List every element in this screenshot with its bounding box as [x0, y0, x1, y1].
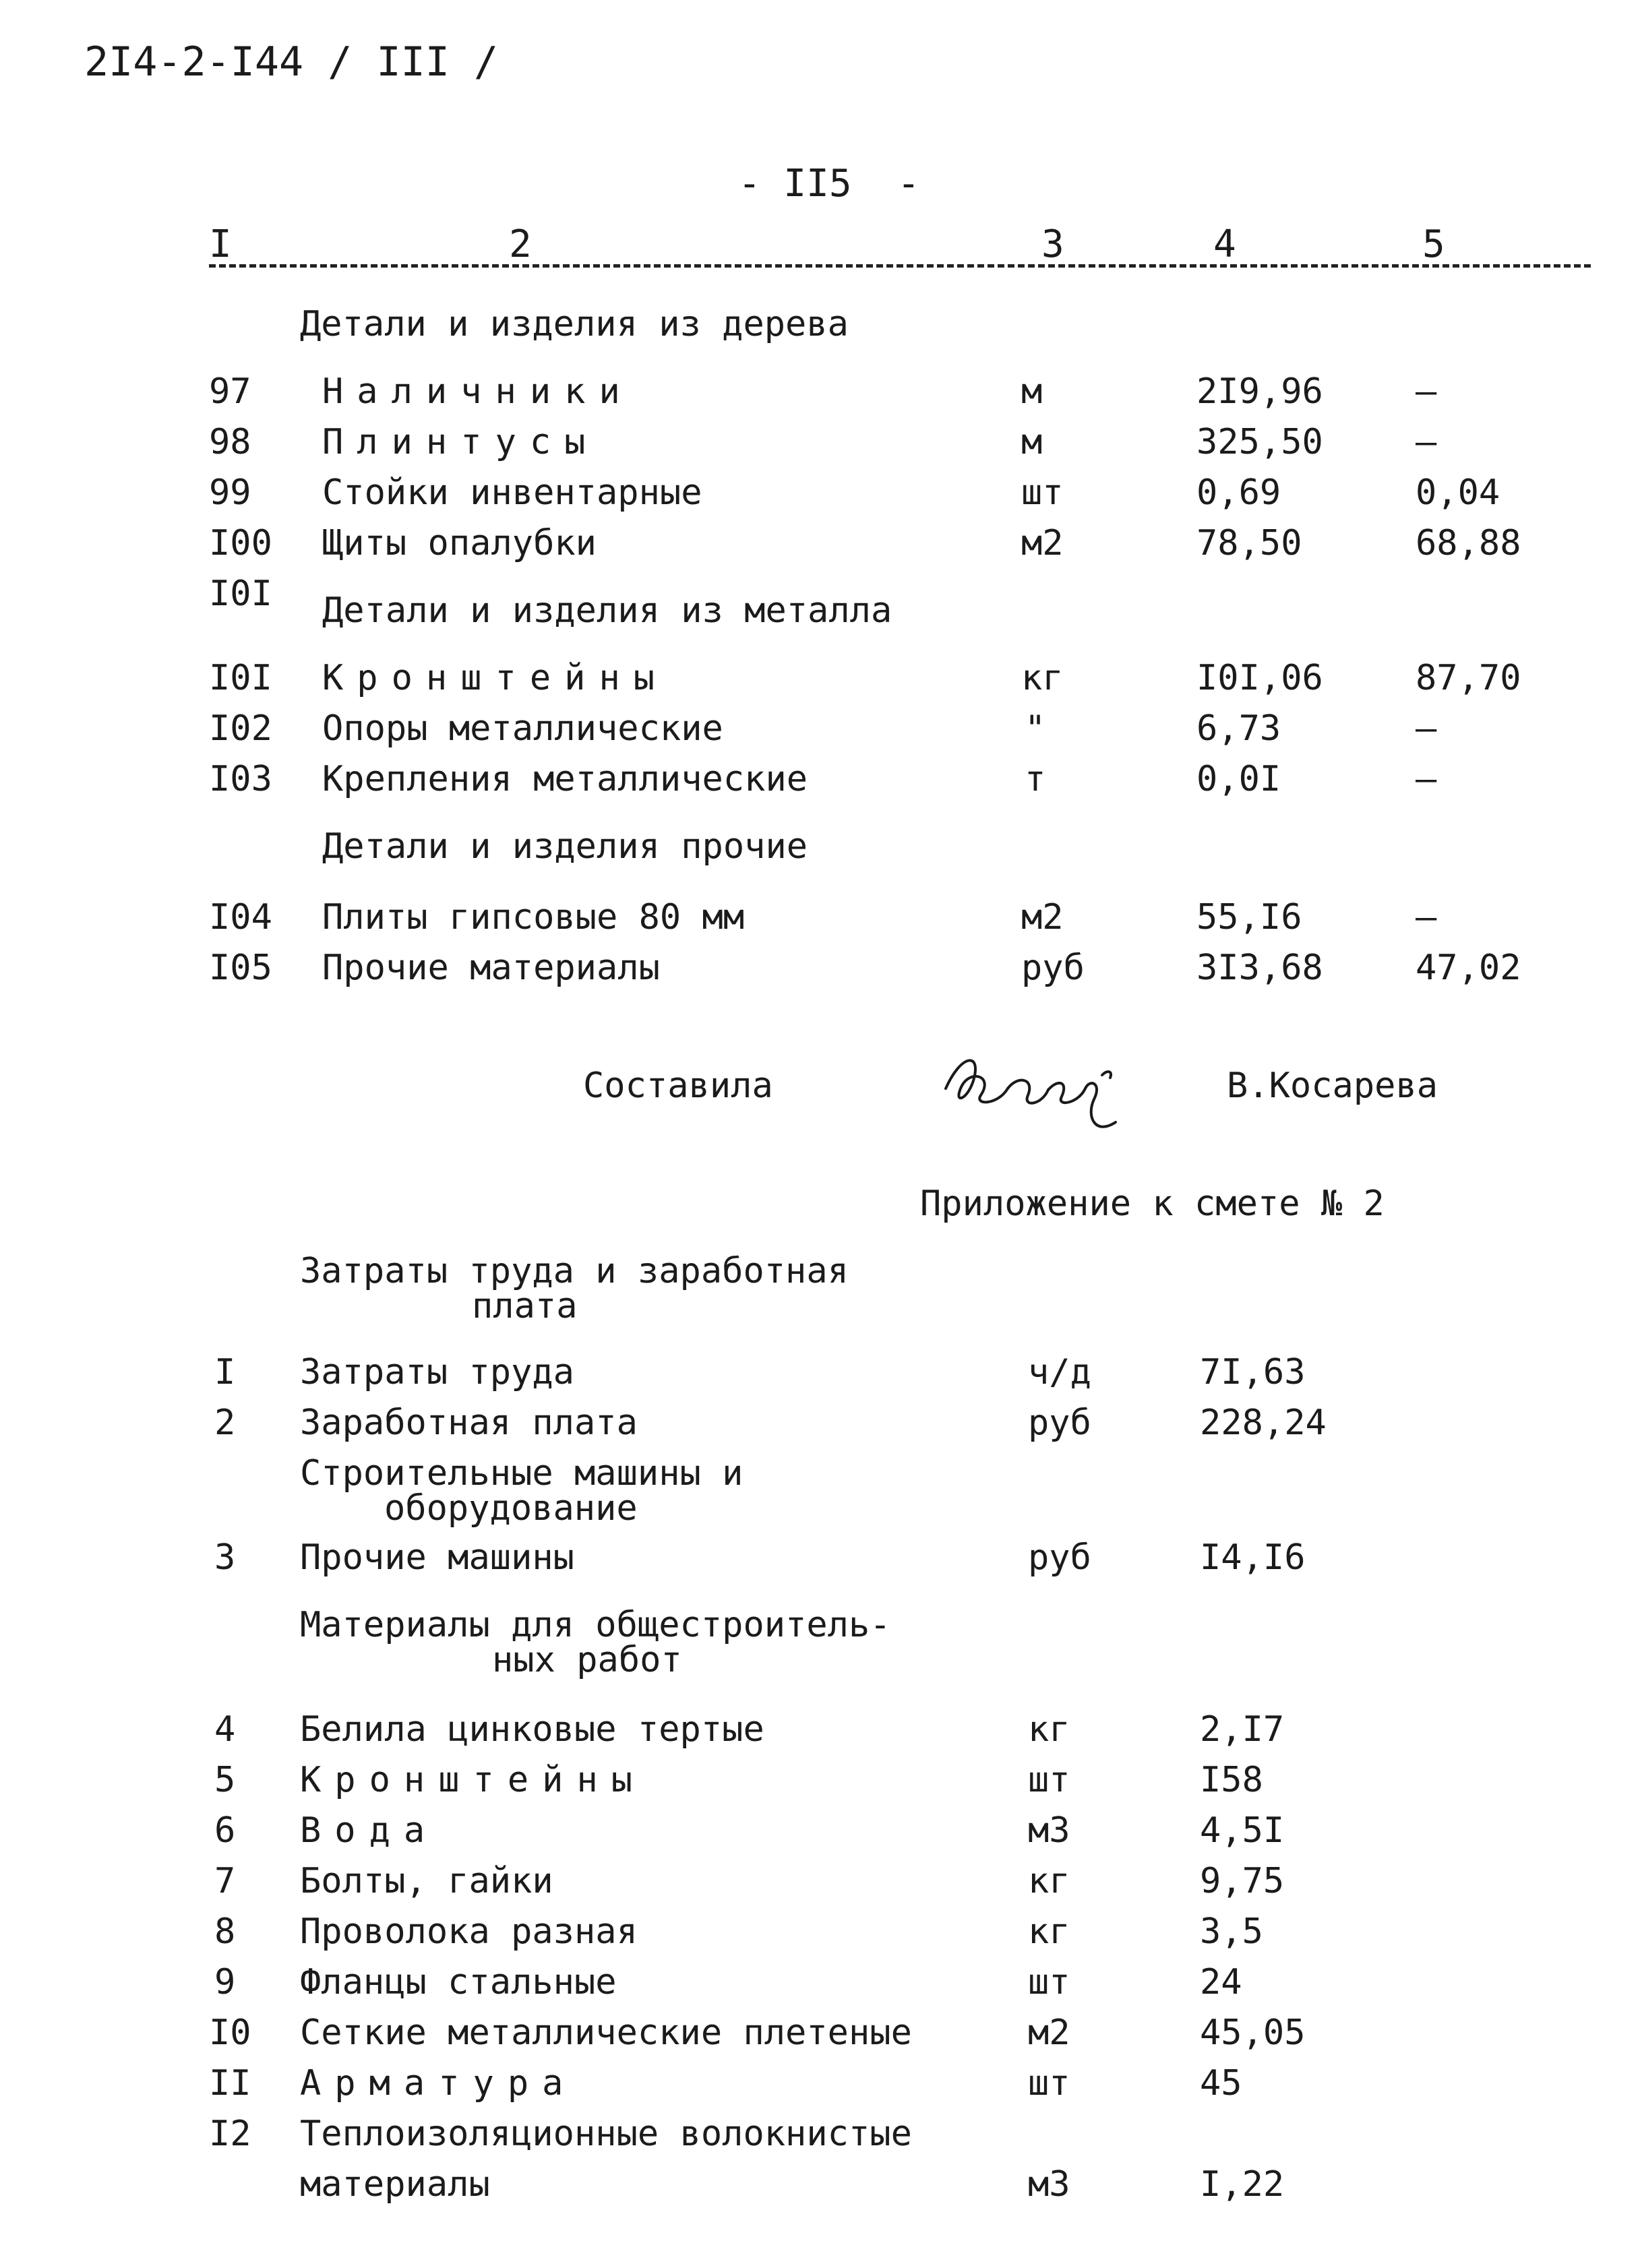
row-continuation-name: материалы [300, 2164, 490, 2205]
handwritten-signature [934, 1041, 1129, 1142]
row-number: 98 [209, 422, 251, 462]
row-quantity: 45 [1200, 2063, 1242, 2104]
row-number: I02 [209, 708, 272, 749]
row-unit: " [1025, 708, 1046, 749]
row-name: Сеткие металлические плетеные [300, 2013, 912, 2053]
row-number: I [214, 1352, 236, 1392]
row-col5: 68,88 [1416, 523, 1521, 563]
row-name: Прочие материалы [322, 948, 660, 988]
row-name: Стойки инвентарные [322, 472, 702, 513]
row-name: Заработная плата [300, 1403, 638, 1443]
row-name: Затраты труда [300, 1352, 574, 1392]
row-quantity: 2,I7 [1200, 1709, 1285, 1750]
row-number: I2 [209, 2114, 251, 2154]
row-unit: шт [1028, 1962, 1070, 2002]
row-quantity: 6,73 [1196, 708, 1281, 749]
section-heading-metal: Детали и изделия из металла [322, 590, 892, 631]
row-name: Прочие машины [300, 1537, 574, 1578]
row-name: Болты, гайки [300, 1861, 553, 1901]
row-quantity: 55,I6 [1196, 897, 1302, 938]
row-quantity: 78,50 [1196, 523, 1302, 563]
row-col5: – [1416, 422, 1437, 462]
row-unit: руб [1028, 1537, 1091, 1578]
row-number: II [209, 2063, 251, 2104]
row-number: I0I [209, 658, 272, 698]
column-header-2: 2 [509, 222, 532, 266]
row-number: 4 [214, 1709, 236, 1750]
row-unit: ч/д [1028, 1352, 1091, 1392]
row-quantity: 0,0I [1196, 759, 1281, 799]
column-header-divider [209, 264, 1591, 268]
row-col5: – [1416, 708, 1437, 749]
row-unit: руб [1028, 1403, 1091, 1443]
row-name: Фланцы стальные [300, 1962, 617, 2002]
row-unit: кг [1021, 658, 1064, 698]
row-unit: м2 [1028, 2013, 1070, 2053]
row-unit: м [1021, 371, 1043, 412]
row-name: Вода [300, 1810, 439, 1851]
row-col5: – [1416, 371, 1437, 412]
row-unit: шт [1021, 472, 1064, 513]
row-quantity: I4,I6 [1200, 1537, 1306, 1578]
row-quantity: 0,69 [1196, 472, 1281, 513]
column-header-5: 5 [1422, 222, 1445, 266]
section-heading-materials: Материалы для общестроитель- [300, 1605, 891, 1645]
row-unit: кг [1028, 1911, 1070, 1952]
row-name: Наличники [322, 371, 634, 412]
row-number: 9 [214, 1962, 236, 2002]
row-number: 8 [214, 1911, 236, 1952]
row-quantity: 9,75 [1200, 1861, 1285, 1901]
row-name: Крепления металлические [322, 759, 808, 799]
row-number: I03 [209, 759, 272, 799]
section-heading-labor-line2: плата [472, 1286, 578, 1326]
row-name: Белила цинковые тертые [300, 1709, 764, 1750]
section-heading-other: Детали и изделия прочие [322, 826, 808, 867]
row-number: 7 [214, 1861, 236, 1901]
page-number: - II5 - [738, 162, 920, 206]
row-number: 6 [214, 1810, 236, 1851]
row-number: 2 [214, 1403, 236, 1443]
row-name: Теплоизоляционные волокнистые [300, 2114, 912, 2154]
row-name: Кронштейны [300, 1760, 646, 1800]
row-number: 5 [214, 1760, 236, 1800]
row-quantity: 325,50 [1196, 422, 1323, 462]
row-number: I00 [209, 523, 272, 563]
row-quantity: I,22 [1200, 2164, 1285, 2205]
row-name: Кронштейны [322, 658, 669, 698]
appendix-title: Приложение к смете № 2 [920, 1184, 1385, 1224]
row-number: I0I [209, 574, 272, 614]
row-number: 3 [214, 1537, 236, 1578]
row-number: I05 [209, 948, 272, 988]
row-quantity: 3I3,68 [1196, 948, 1323, 988]
row-unit: м2 [1021, 897, 1064, 938]
row-unit: шт [1028, 2063, 1070, 2104]
section-heading-machines-line2: оборудование [384, 1488, 638, 1529]
section-heading-machines: Строительные машины и [300, 1453, 743, 1494]
row-unit: кг [1028, 1861, 1070, 1901]
row-quantity: 7I,63 [1200, 1352, 1306, 1392]
section-heading-materials-line2: ных работ [492, 1640, 682, 1680]
row-name: Щиты опалубки [322, 523, 597, 563]
row-number: 99 [209, 472, 251, 513]
row-col5: 0,04 [1416, 472, 1500, 513]
row-name: Плинтусы [322, 422, 599, 462]
row-quantity: 24 [1200, 1962, 1242, 2002]
row-name: Опоры металлические [322, 708, 723, 749]
row-quantity: 4,5I [1200, 1810, 1285, 1851]
column-header-3: 3 [1041, 222, 1064, 266]
row-unit: шт [1028, 1760, 1070, 1800]
row-quantity: I58 [1200, 1760, 1263, 1800]
row-number: I04 [209, 897, 272, 938]
column-header-1: I [209, 222, 232, 266]
row-number: I0 [209, 2013, 251, 2053]
row-col5: 87,70 [1416, 658, 1521, 698]
row-quantity: I0I,06 [1196, 658, 1323, 698]
row-unit: т [1025, 759, 1046, 799]
row-unit: м [1021, 422, 1043, 462]
row-col5: – [1416, 759, 1437, 799]
row-col5: – [1416, 897, 1437, 938]
row-quantity: 2I9,96 [1196, 371, 1323, 412]
row-number: 97 [209, 371, 251, 412]
row-unit: м2 [1021, 523, 1064, 563]
compiled-by-name: В.Косарева [1227, 1066, 1438, 1106]
row-quantity: 45,05 [1200, 2013, 1306, 2053]
row-unit: м3 [1028, 1810, 1070, 1851]
row-unit: руб [1021, 948, 1085, 988]
document-code: 2I4-2-I44 / III / [84, 38, 499, 86]
section-heading-labor: Затраты труда и заработная [300, 1251, 849, 1291]
row-name: Плиты гипсовые 80 мм [322, 897, 745, 938]
section-heading-wood: Детали и изделия из дерева [300, 304, 849, 344]
row-name: Проволока разная [300, 1911, 638, 1952]
row-quantity: 3,5 [1200, 1911, 1263, 1952]
row-unit: кг [1028, 1709, 1070, 1750]
compiled-by-label: Составила [583, 1066, 773, 1106]
row-quantity: 228,24 [1200, 1403, 1327, 1443]
row-name: Арматура [300, 2063, 577, 2104]
row-col5: 47,02 [1416, 948, 1521, 988]
column-header-4: 4 [1213, 222, 1236, 266]
row-unit: м3 [1028, 2164, 1070, 2205]
